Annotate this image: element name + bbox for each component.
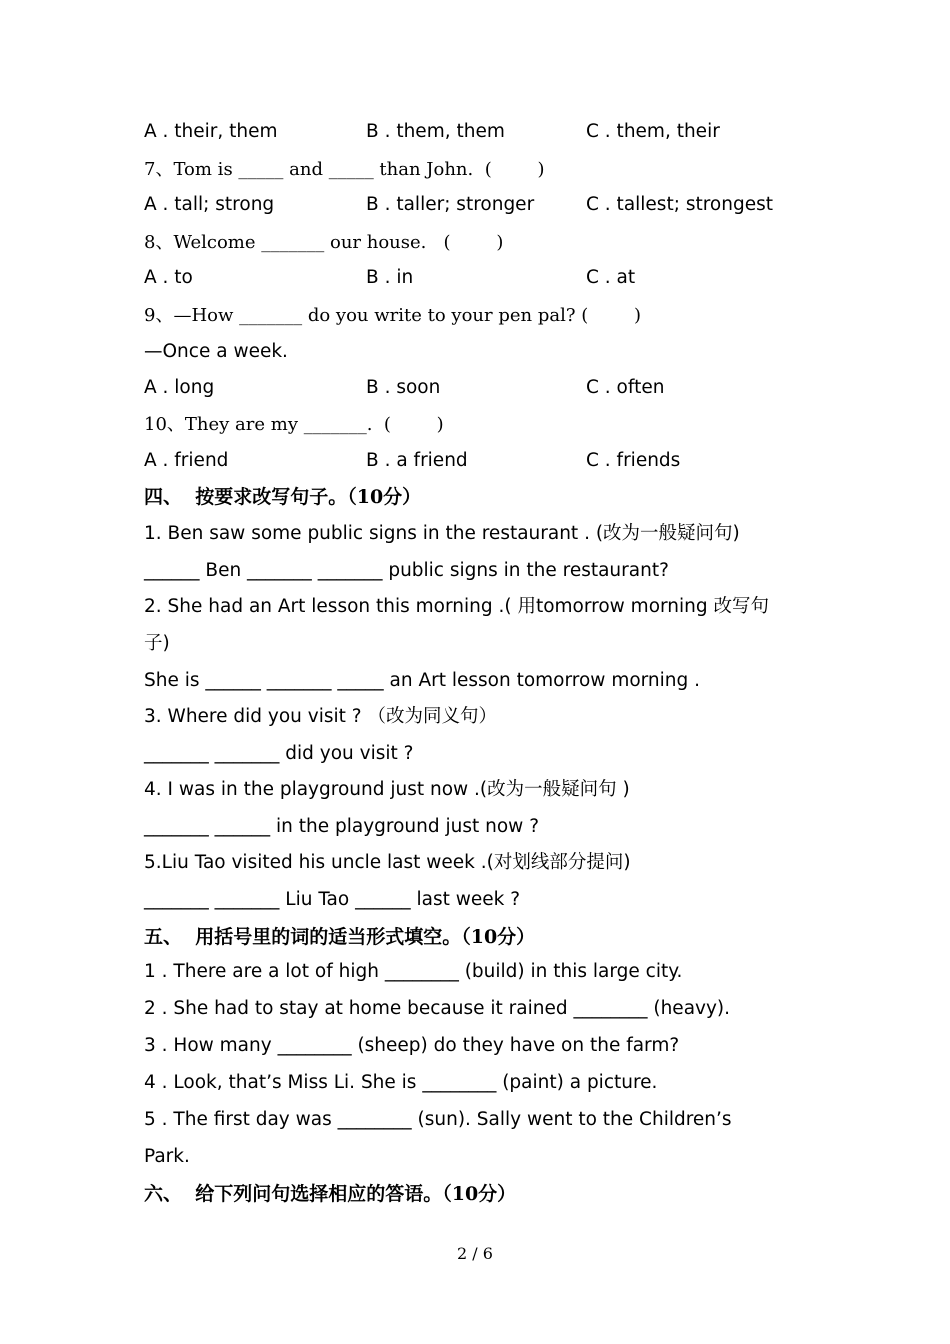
s4-line: 1. Ben saw some public signs in the restaurant . (改为一般疑问句): [144, 523, 740, 544]
q7-option-c: C . tallest; strongest: [586, 194, 773, 215]
s4-line: _______ ______ in the playground just now ?: [144, 816, 540, 837]
section-5-title: 五、 用括号里的词的适当形式填空。（10分）: [144, 926, 536, 948]
q10-option-c: C . friends: [586, 450, 681, 471]
q8-option-c: C . at: [586, 267, 636, 288]
q9-option-b: B . soon: [366, 377, 441, 398]
q10-option-b: B . a friend: [366, 450, 468, 471]
s5-line: 4 . Look, that’s Miss Li. She is ________ (paint) a picture.: [144, 1072, 658, 1093]
q9-option-a: A . long: [144, 377, 215, 398]
q7-option-a: A . tall; strong: [144, 194, 275, 215]
q7-option-b: B . taller; stronger: [366, 194, 535, 215]
q6-option-a: A . their, them: [144, 121, 278, 142]
s5-line: 5 . The first day was ________ (sun). Sally went to the Children’s: [144, 1109, 732, 1130]
q10-option-a: A . friend: [144, 450, 229, 471]
s4-line: 3. Where did you visit ? （改为同义句）: [144, 706, 497, 727]
section-4-title: 四、 按要求改写句子。（10分）: [144, 486, 422, 508]
s4-line: 子): [144, 633, 170, 654]
q8-option-a: A . to: [144, 267, 193, 288]
q8-option-b: B . in: [366, 267, 414, 288]
q9-answer: —Once a week.: [144, 341, 288, 362]
q6-option-b: B . them, them: [366, 121, 505, 142]
s4-line: _______ _______ did you visit ?: [144, 743, 414, 764]
question-10: 10、They are my _______. ( ): [144, 414, 444, 435]
question-7: 7、Tom is _____ and _____ than John. ( ): [144, 159, 545, 180]
s5-line: 3 . How many ________ (sheep) do they have on the farm?: [144, 1035, 680, 1056]
question-8: 8、Welcome _______ our house. ( ): [144, 232, 504, 253]
page-number: 2 / 6: [457, 1244, 493, 1263]
s4-line: 4. I was in the playground just now .(改为一般疑问句 ): [144, 779, 630, 800]
section-6-title: 六、 给下列问句选择相应的答语。（10分）: [144, 1183, 517, 1205]
s5-line: Park.: [144, 1146, 190, 1167]
s5-line: 1 . There are a lot of high ________ (build) in this large city.: [144, 961, 683, 982]
q9-option-c: C . often: [586, 377, 665, 398]
s4-line: She is ______ _______ _____ an Art lesson tomorrow morning .: [144, 670, 701, 691]
s4-line: _______ _______ Liu Tao ______ last week ?: [144, 889, 521, 910]
s4-line: 5.Liu Tao visited his uncle last week .(对划线部分提问): [144, 852, 631, 873]
s4-line: ______ Ben _______ _______ public signs in the restaurant?: [144, 560, 669, 581]
s4-line: 2. She had an Art lesson this morning .( 用tomorrow morning 改写句: [144, 596, 770, 617]
s5-line: 2 . She had to stay at home because it rained ________ (heavy).: [144, 998, 731, 1019]
question-9: 9、—How _______ do you write to your pen pal? ( ): [144, 305, 642, 326]
q6-option-c: C . them, their: [586, 121, 720, 142]
